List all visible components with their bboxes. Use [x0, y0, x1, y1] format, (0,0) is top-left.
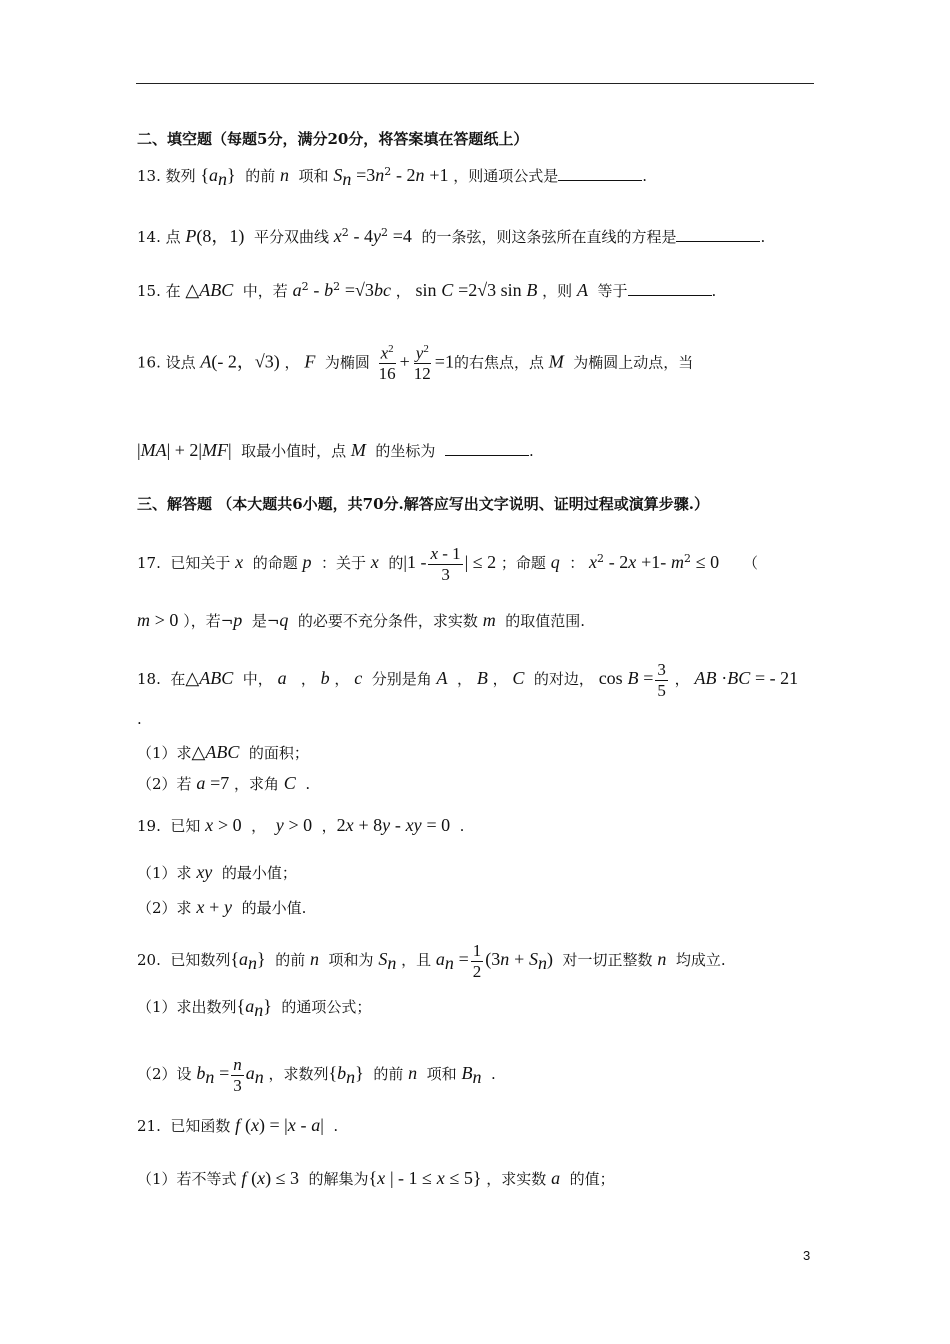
answer-blank[interactable]	[628, 281, 712, 296]
question-16-line1: 16. 设点 A(- 2，√3) ， F 为椭圆 $\frac{x^2}{16}$ + $\frac{y^2}{12}$ =1的右焦点，点 M 为椭圆上动点，当	[137, 343, 694, 384]
question-20-part1: （1）求出数列$\{a_n\}$ 的通项公式；	[137, 996, 372, 1020]
question-19-line1: 19. 已知 x > 0 ， y > 0 ，2x + 8y - xy = 0 .	[137, 815, 465, 835]
question-18-line2: .	[137, 710, 142, 728]
answer-blank[interactable]	[445, 441, 529, 456]
question-19-part1: （1）求 xy 的最小值；	[137, 862, 297, 882]
question-18-line1: 18. 在△ABC 中， a ， b ， c 分别是角 A ， B ， C 的对边， cos B = $\frac{3}{5}$ ， AB ·BC = - 21	[137, 660, 799, 700]
answer-blank[interactable]	[676, 227, 760, 242]
question-17-line1: 17. 已知关于 x 的命题 p ：关于 x 的|1 - $\frac{x - 1}{3}$ | ≤ 2 ；命题 q ： $x^2 - 2x +1-$ $m^2 \le 0$ （	[137, 544, 759, 584]
question-16-line2: |MA| + 2|MF| 取最小值时，点 M 的坐标为 .	[137, 440, 534, 460]
page-number: 3	[803, 1248, 811, 1263]
header-rule	[136, 83, 814, 84]
question-18-part1: （1）求△ABC 的面积；	[137, 742, 309, 762]
question-17-line2: m > 0 ），若¬p 是¬q 的必要不充分条件，求实数 m 的取值范围.	[137, 610, 586, 630]
question-21-line1: 21. 已知函数 f (x) = |x - a| .	[137, 1115, 339, 1135]
question-19-part2: （2）求 x + y 的最小值.	[137, 897, 307, 917]
question-20-part2: （2）设 $b_n$ = $\frac{n}{3}$ $a_n$ ，求数列$\{b_n\}$ 的前 n 项和 $B_n$ .	[137, 1055, 496, 1095]
question-21-part1: （1）若不等式 f (x) ≤ 3 的解集为{x | - 1 ≤ x ≤ 5} ，求实数 a 的值；	[137, 1168, 615, 1188]
question-13: 13. 数列 $\{a_n\}$ 的前 n 项和 $S_n =3n^2 - 2n +1$ ，则通项公式是 .	[137, 165, 648, 189]
question-15: 15. 在 △ABC 中，若 $a^2 - b^2 =√3bc$ ， sin C =2√3 sin B ，则 A 等于 .	[137, 280, 717, 300]
section-header-fill-in: 二、填空题（每题5分，满分20分，将答案填在答题纸上）	[137, 130, 529, 148]
answer-blank[interactable]	[558, 166, 642, 181]
question-18-part2: （2）若 a =7 ，求角 C .	[137, 773, 311, 793]
question-14: 14. 点 P(8，1) 平分双曲线 $x^2 - 4y^2 =4$ 的一条弦，则这条弦所在直线的方程是 .	[137, 226, 766, 246]
question-20-line1: 20. 已知数列$\{a_n\}$ 的前 n 项和为 $S_n$ ，且 $a_n$ = $\frac{1}{2}$ $(3n + S_n)$ 对一切正整数 n 均成立.	[137, 941, 726, 981]
section-header-solve: 三、解答题 （本大题共6小题，共70分.解答应写出文字说明、证明过程或演算步骤.）	[137, 495, 709, 513]
